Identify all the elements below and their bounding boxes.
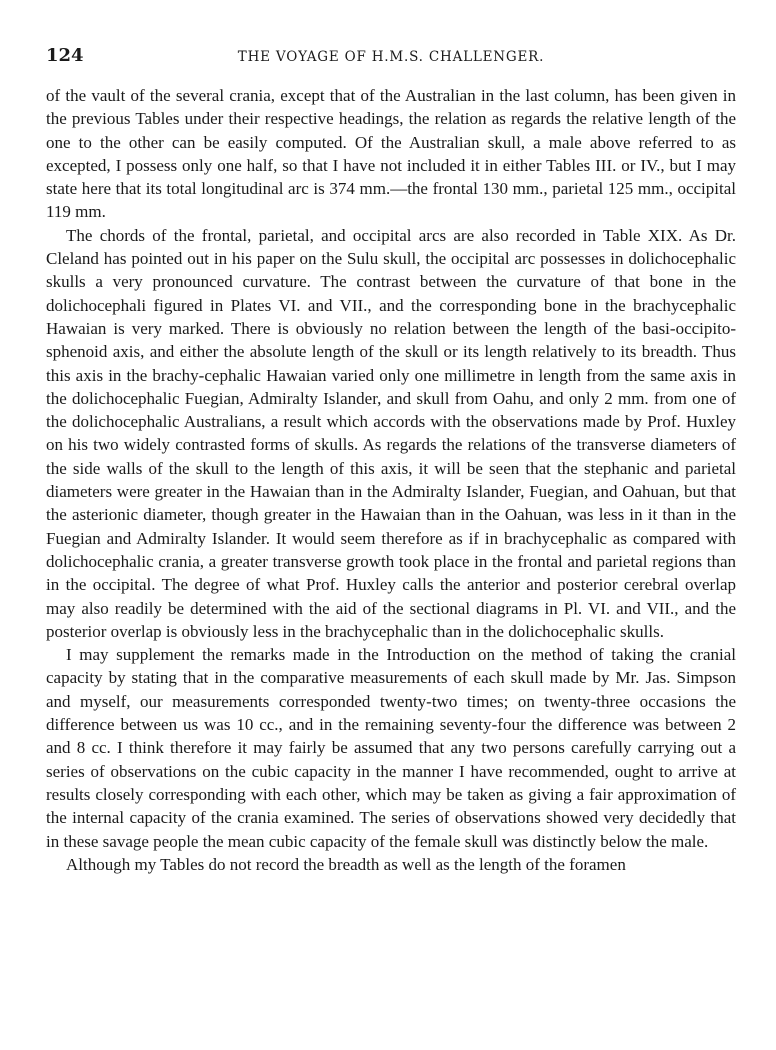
paragraph-foramen: Although my Tables do not record the breadth as well as the length of the foramen xyxy=(66,854,626,874)
body-text xyxy=(46,84,736,876)
page-number: 124 xyxy=(46,45,84,66)
page-header xyxy=(46,44,736,68)
running-title: THE VOYAGE OF H.M.S. CHALLENGER. xyxy=(237,49,545,65)
paragraph-cranial-capacity: I may supplement the remarks made in the Introduction on the method of taking the cranial capacity by stating that in the comparative measurements of each skull made by Mr. Jas. Simpson and myself, our measurements corresponded twenty-two times; on twenty-three occasions the difference between us was 10 cc., and in the remaining seventy-four the difference was between 2 and 8 cc. I think therefore it may fairly be assumed that any two persons carefully carrying out a series of observations on the cubic capacity in the manner I have recommended, ought to arrive at results closely corresponding with each other, which may be taken as giving a fair approximation of the internal capacity of the crania examined. The series of observations showed very decidedly that in these savage people the mean cubic capacity of the female skull was distinctly below the male. xyxy=(46,645,736,851)
paragraph-continuation: of the vault of the several crania, except that of the Australian in the last column, has been given in the previous Tables under their respective headings, the relation as regards the relative length of the one to the other can be easily computed. Of the Australian skull, a male above referred to as excepted, I possess only one half, so that I have not included it in either Tables III. or IV., but I may state here that its total longitudinal arc is 374 mm.—the frontal 130 mm., parietal 125 mm., occipital 119 mm. xyxy=(46,86,736,222)
paragraph-chords: The chords of the frontal, parietal, and occipital arcs are also recorded in Table XIX. As Dr. Cleland has pointed out in his paper on the Sulu skull, the occipital arc possesses in dolichocephalic skulls a very pronounced curvature. The contrast between the curvature of that bone in the dolichocephali figured in Plates VI. and VII., and the corresponding bone in the brachycephalic Hawaian is very marked. There is obviously no relation between the length of the basi-occipito-sphenoid axis, and either the absolute length of the skull or its length relatively to its breadth. Thus this axis in the brachy-cephalic Hawaian varied only one millimetre in length from the same axis in the dolichocephalic Fuegian, Admiralty Islander, and skull from Oahu, and only 2 mm. from one of the dolichocephalic Australians, a result which accords with the observations made by Prof. Huxley on his two widely contrasted forms of skulls. As regards the relations of the transverse diameters of the side walls of the skull to the length of this axis, it will be seen that the stephanic and parietal diameters were greater in the Hawaian than in the Admiralty Islander, Fuegian, and Oahuan, but that the asterionic diameter, though greater in the Hawaian than in the Oahuan, was less in it than in the Fuegian and Admiralty Islander. It would seem therefore as if in brachycephalic as compared with dolichocephalic crania, a greater transverse growth took place in the frontal and parietal regions than in the occipital. The degree of what Prof. Huxley calls the anterior and posterior cerebral overlap may also readily be determined with the aid of the sectional diagrams in Pl. VI. and VII., and the posterior overlap is obviously less in the brachycephalic than in the dolichocephalic skulls. xyxy=(46,225,736,641)
